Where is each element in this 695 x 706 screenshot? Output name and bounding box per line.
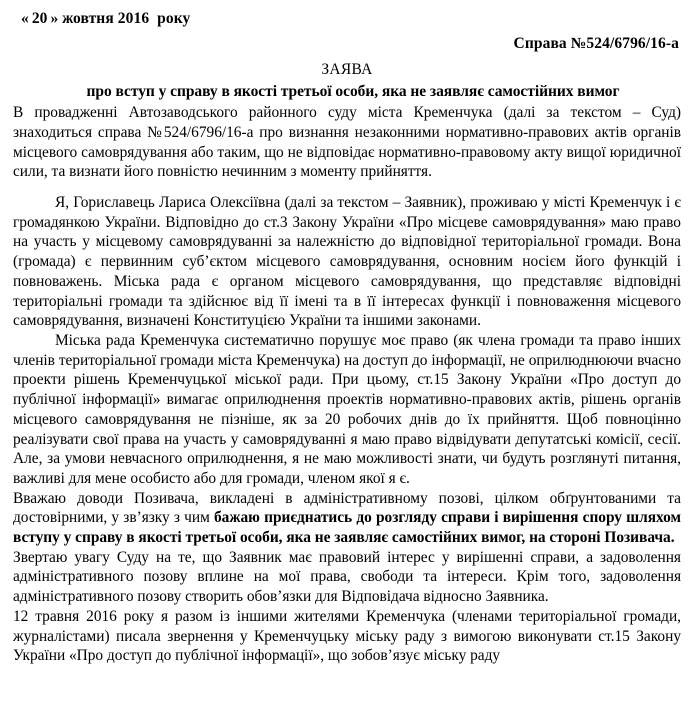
paragraph-applicant-identity: Я, Гориславець Лариса Олексіївна (далі за текстом – Заявник), проживаю у місті Кременчук і є громадянкою України. Відповідно до ст.3 Закону України «Про місцеве самоврядування» маю право на участь у місцевому самоврядуванні за належністю до відповідної територіальної громади. Вона (громада) є первинним суб’єктом місцевого самоврядування, основним носієм його функцій і повноважень. Міська рада є органом місцевого самоврядування, що представляє відповідні територіальні громади та здійснює від її імені та в її інтересах функції і повноваження місцевого самоврядування, визначені Конституцією України та іншими законами. xyxy=(13,194,681,330)
case-number: Справа №524/6796/16-а xyxy=(513,35,679,53)
paragraph-violation: Міська рада Кременчука систематично порушує моє право (як члена громади та право інших членів територіальної громади міста Кременчука) на доступ до інформації, не оприлюднюючи вчасно проекти рішень Кременчуцької міської ради. При цьому, ст.15 Закону України «Про доступ до публічної інформації» вимагає оприлюднення проектів нормативно-правових актів, рішень органів місцевого самоврядування не пізніше, як за 20 робочих днів до їх прийняття. Щоб повноцінно реалізувати свої права на участь у самоврядуванні я маю право відвідувати депутатські комісії, сесії. Але, за умови невчасного оприлюднення, я не маю можливості знати, чи будуть розглянуті питання, важливі для мене особисто або для громади, членом якої я є. xyxy=(13,332,681,487)
document-date: « 20 » жовтня 2016 року xyxy=(21,10,191,27)
paragraph-case-background: В провадженні Автозаводського районного суду міста Кременчука (далі за текстом – Суд) знаходиться справа №524/6796/16-а про визнання незаконними нормативно-правових актів органів місцевого самоврядування або таким, що не відповідає нормативно-правовому акту вищої юридичної сили, та визнати його повністю нечинним з моменту прийняття. xyxy=(13,104,681,181)
paragraph-legal-interest: Звертаю увагу Суду на те, що Заявник має правовий інтерес у вирішенні справи, а задоволення адміністративного позову вплине на мої права, свободи та інтереси. Крім того, задоволення адміністративного позову створить обов’язки для Відповідача відносно Заявника. xyxy=(13,548,681,606)
page-subtitle: про вступ у справу в якості третьої особи, яка не заявляє самостійних вимог xyxy=(86,83,620,101)
paragraph-prior-appeal: 12 травня 2016 року я разом із іншими жителями Кременчука (членами територіальної громади, журналістами) писала звернення у Кременчуцьку міську раду з вимогою виконувати ст.15 Закону України «Про доступ до публічної інформації», що зобов’язує міську раду xyxy=(13,607,681,665)
request-bold-emphasis: бажаю приєднатись до розгляду справи і вирішення спору шляхом вступу у справу в якості третьої особи, яка не заявляє самостійних вимог, на стороні Позивача. xyxy=(13,509,681,547)
paragraph-request xyxy=(13,489,681,548)
document-body xyxy=(13,0,681,666)
request-text-before-bold: Вважаю доводи Позивача, викладені в адміністративному позові, цілком обґрунтованими та достовірними, у зв’язку з чим xyxy=(13,489,681,527)
page-title: ЗАЯВА xyxy=(321,60,373,78)
